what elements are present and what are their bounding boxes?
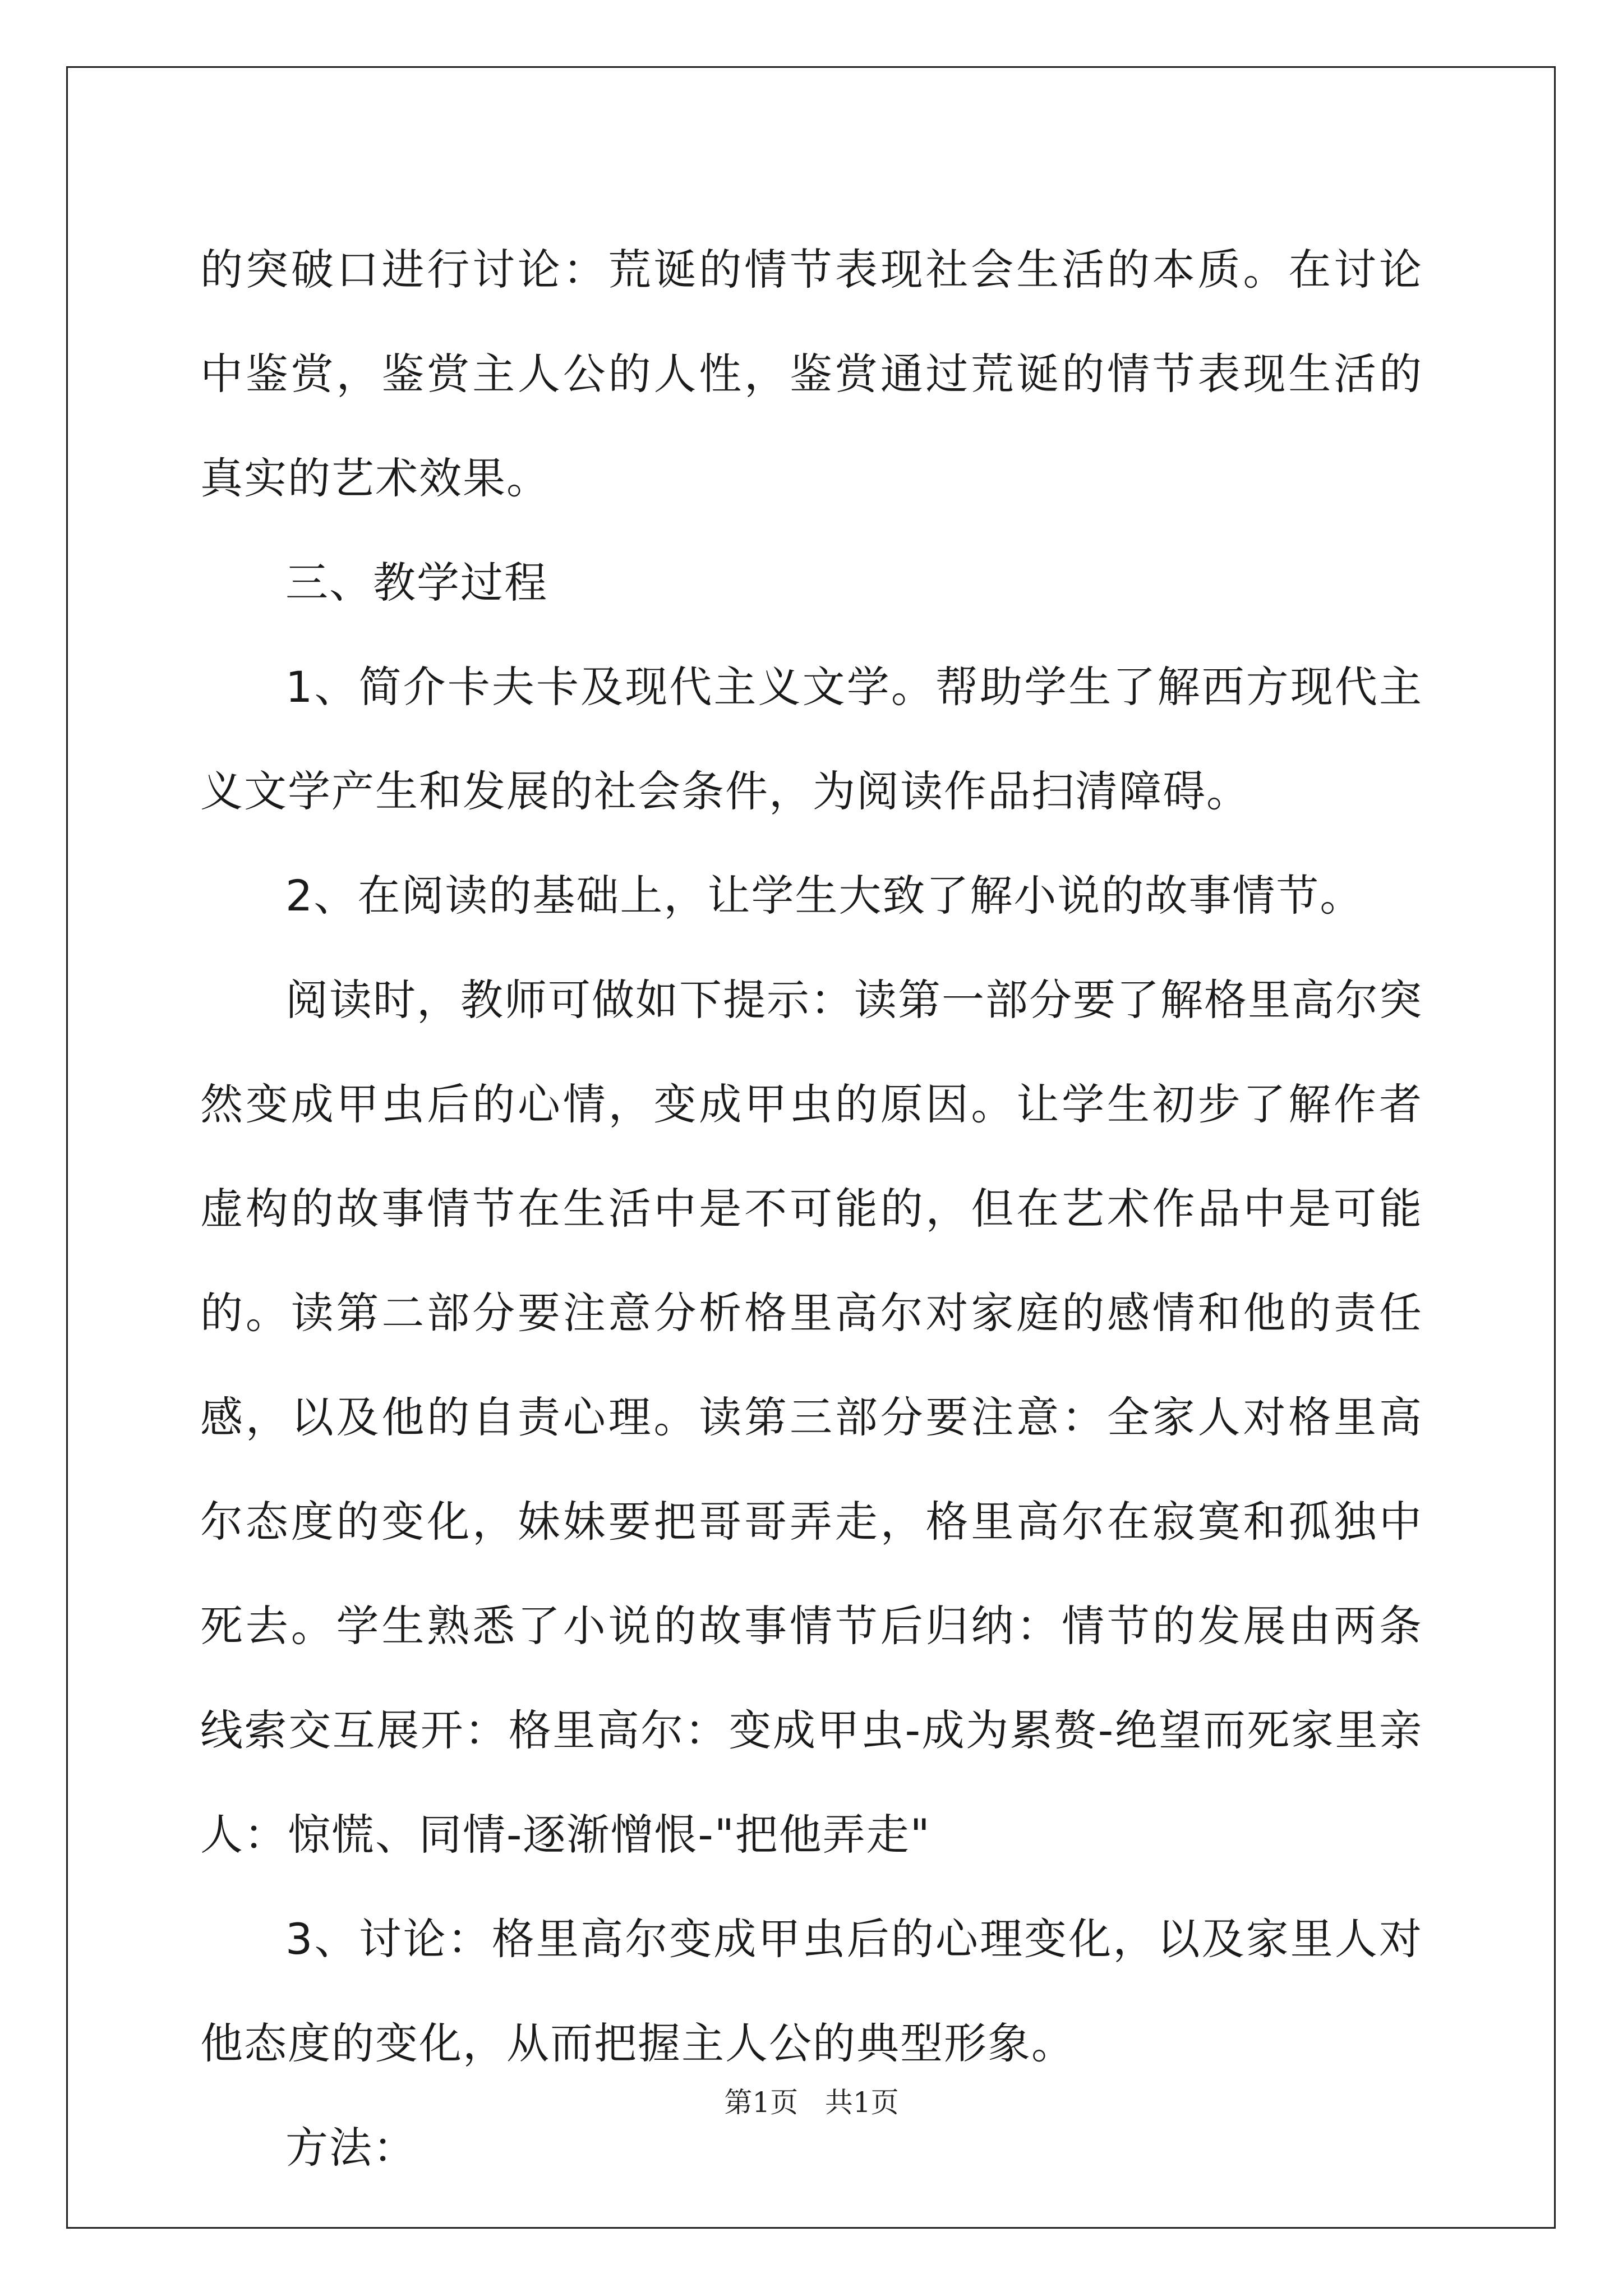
section-heading-teaching-process: 三、教学过程 <box>285 558 548 608</box>
paragraph-reading-tips: 阅读时，教师可做如下提示：读第一部分要了解格里高尔突然变成甲虫后的心情，变成甲虫的原因。让学生初步了解作者虚构的故事情节在生活中是不可能的，但在艺术作品中是可能的。读第二部分要注意分析格里高尔对家庭的感情和他的责任感，以及他的自责心理。读第三部分要注意：全家人对格里高尔态度的变化，妹妹要把哥哥弄走，格里高尔在寂寞和孤独中死去。学生熟悉了小说的故事情节后归纳：情节的发展由两条线索交互展开：格里高尔：变成甲虫-成为累赘-绝望而死家里亲人：惊慌、同情-逐渐憎恨-"把他弄走" <box>200 975 1423 1860</box>
paragraph-step-2: 2、在阅读的基础上，让学生大致了解小说的故事情节。 <box>285 871 1364 921</box>
page-number-footer: 第1页 共1页 <box>724 2086 899 2119</box>
paragraph-step-1: 1、简介卡夫卡及现代主义文学。帮助学生了解西方现代主义文学产生和发展的社会条件，为阅读作品扫清障碍。 <box>200 662 1423 816</box>
paragraph-method: 方法： <box>285 2123 417 2173</box>
paragraph-step-3: 3、讨论：格里高尔变成甲虫后的心理变化，以及家里人对他态度的变化，从而把握主人公的典型形象。 <box>200 1914 1423 2068</box>
document-body <box>200 218 1423 2200</box>
paragraph-1: 的突破口进行讨论：荒诞的情节表现社会生活的本质。在讨论中鉴赏，鉴赏主人公的人性，鉴赏通过荒诞的情节表现生活的真实的艺术效果。 <box>200 245 1423 503</box>
